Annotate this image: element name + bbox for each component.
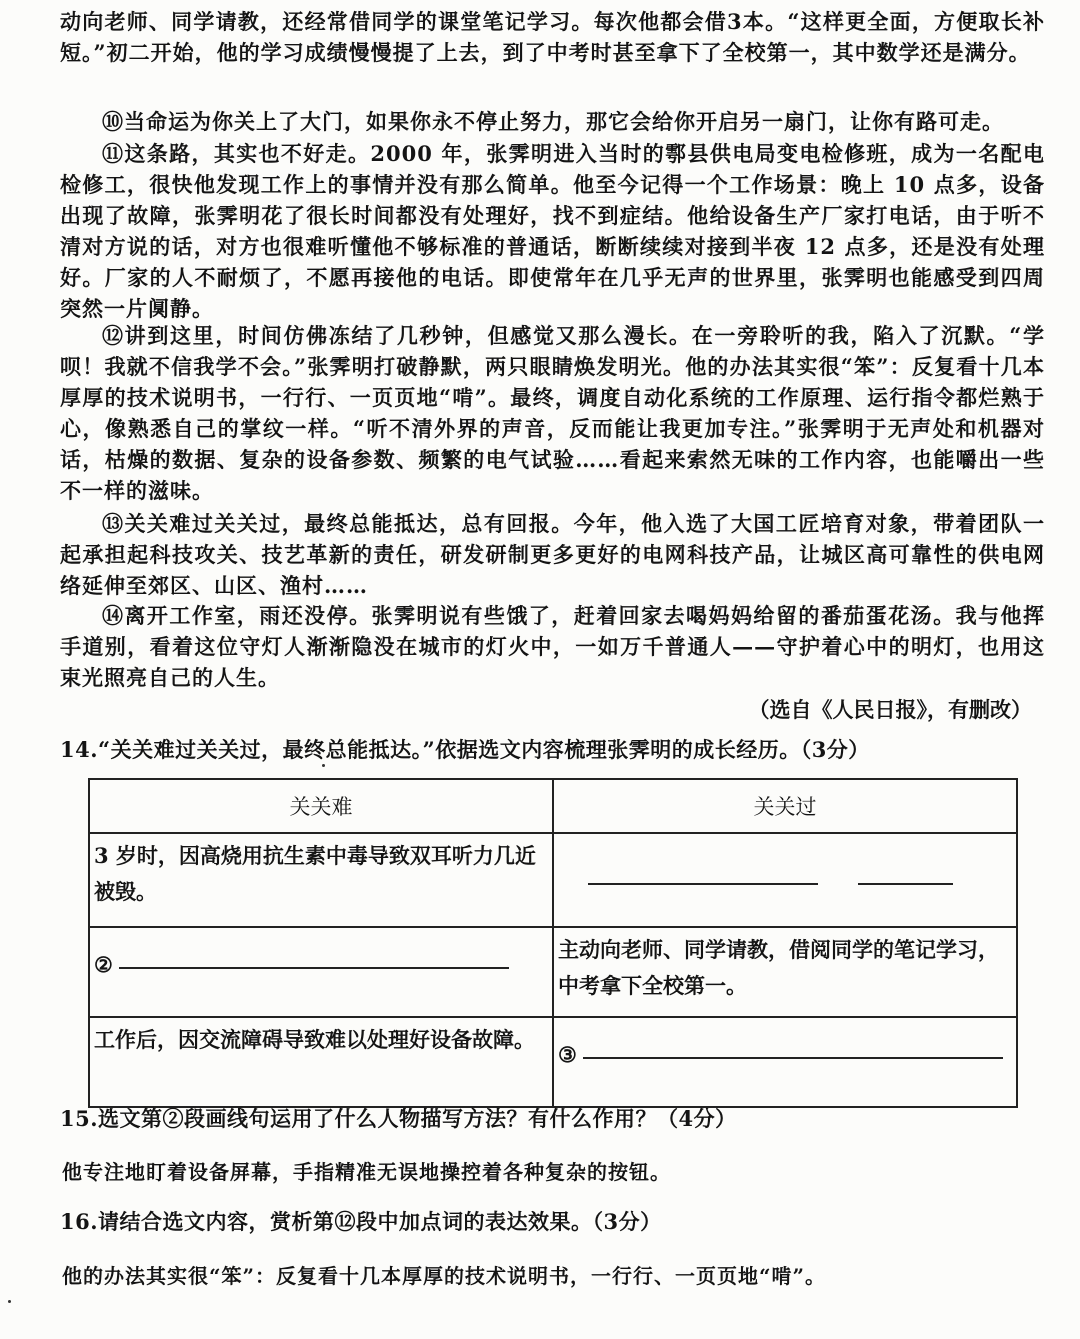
table-row2-right: 主动向老师、同学请教，借阅同学的笔记学习，中考拿下全校第一。 (553, 927, 1017, 1017)
growth-table (88, 778, 1018, 1108)
table-row2-left-blank[interactable] (89, 927, 553, 1017)
scan-speck (8, 1300, 11, 1303)
blank-number-2: ② (94, 952, 113, 977)
table-row1-right-blank[interactable] (553, 833, 1017, 927)
paragraph-14: ⑭离开工作室，雨还没停。张霁明说有些饿了，赶着回家去喝妈妈给留的番茄蛋花汤。我与他挥手道别，看着这位守灯人渐渐隐没在城市的灯火中，一如万千普通人——守护着心中的明灯，也用这束光照亮自己的人生。 (60, 603, 1045, 690)
table-row3-right-blank[interactable] (553, 1017, 1017, 1107)
question-14-label: 14.“关关难过关关过，最终总能抵达。”依据选文内容梳理张霁明的成长经历。（3分） (60, 737, 870, 762)
paragraph-intro: 动向老师、同学请教，还经常借同学的课堂笔记学习。每次他都会借3本。“这样更全面，方便取长补短。”初二开始，他的学习成绩慢慢提了上去，到了中考时甚至拿下了全校第一，其中数学还是满分。 (60, 9, 1045, 65)
table-row3-left: 工作后，因交流障碍导致难以处理好设备故障。 (89, 1017, 553, 1107)
answer-line[interactable] (119, 965, 509, 969)
question-15-label: 15.选文第②段画线句运用了什么人物描写方法？有什么作用？（4分） (60, 1106, 737, 1131)
source-citation: （选自《人民日报》，有删改） (748, 697, 1032, 722)
paragraph-10: ⑩当命运为你关上了大门，如果你永不停止努力，那它会给你开启另一扇门，让你有路可走。 (102, 109, 1004, 134)
blank-number-3: ③ (558, 1042, 577, 1067)
scan-speck (322, 764, 325, 767)
table-header-left: 关关难 (89, 779, 553, 833)
table-row1-left: 3 岁时，因高烧用抗生素中毒导致双耳听力几近被毁。 (89, 833, 553, 927)
answer-line[interactable] (588, 881, 818, 885)
answer-line[interactable] (858, 881, 953, 885)
paragraph-11: ⑪这条路，其实也不好走。2000 年，张霁明进入当时的鄠县供电局变电检修班，成为一名配电检修工，很快他发现工作上的事情并没有那么简单。他至今记得一个工作场景：晚上 10 点多，设备出现了故障，张霁明花了很长时间都没有处理好，找不到症结。他给设备生产厂家打电话，由于听不清对方说的话，对方也很难听懂他不够标准的普通话，断断续续对接到半夜 12 点多，还是没有处理好。厂家的人不耐烦了，不愿再接他的电话。即使常年在几乎无声的世界里，张霁明也能感受到四周突然一片阒静。 (60, 141, 1045, 321)
table-header-right: 关关过 (553, 779, 1017, 833)
paragraph-13: ⑬关关难过关关过，最终总能抵达，总有回报。今年，他入选了大国工匠培育对象，带着团队一起承担起科技攻关、技艺革新的责任，研发研制更多更好的电网科技产品，让城区高可靠性的供电网络延伸至郊区、山区、渔村…… (60, 511, 1045, 598)
question-16-answer[interactable]: 他的办法其实很“笨”：反复看十几本厚厚的技术说明书，一行行、一页页地“啃”。 (62, 1264, 827, 1288)
question-16-label: 16.请结合选文内容，赏析第⑫段中加点词的表达效果。（3分） (60, 1209, 662, 1234)
paragraph-12: ⑫讲到这里，时间仿佛冻结了几秒钟，但感觉又那么漫长。在一旁聆听的我，陷入了沉默。“学呗！我就不信我学不会。”张霁明打破静默，两只眼睛焕发明光。他的办法其实很“笨”：反复看十几本厚厚的技术说明书，一行行、一页页地“啃”。最终，调度自动化系统的工作原理、运行指令都烂熟于心，像熟悉自己的掌纹一样。“听不清外界的声音，反而能让我更加专注。”张霁明于无声处和机器对话，枯燥的数据、复杂的设备参数、频繁的电气试验……看起来索然无味的工作内容，也能嚼出一些不一样的滋味。 (60, 323, 1045, 503)
answer-line[interactable] (583, 1055, 1003, 1059)
question-15-answer[interactable]: 他专注地盯着设备屏幕，手指精准无误地操控着各种复杂的按钮。 (62, 1160, 671, 1184)
